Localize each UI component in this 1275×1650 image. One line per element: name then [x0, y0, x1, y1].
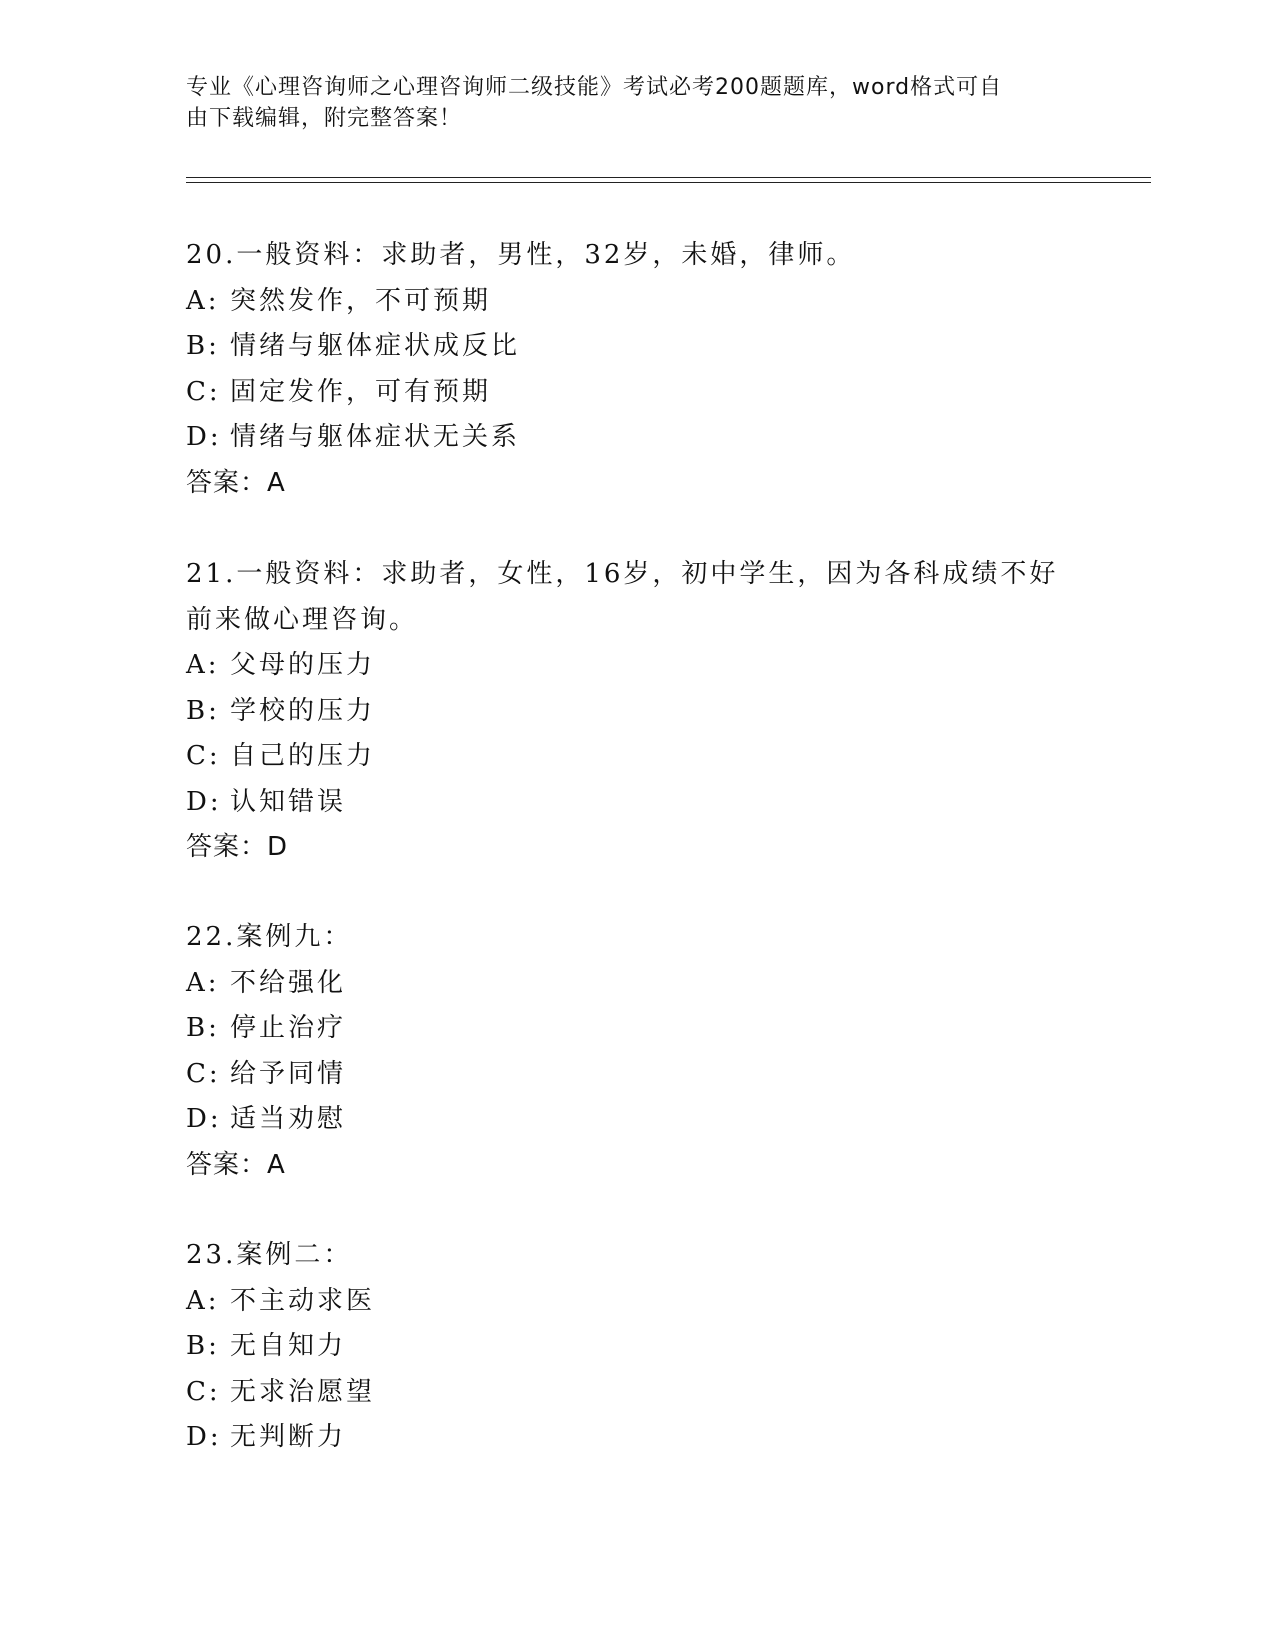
option-text: 无自知力 — [230, 1331, 347, 1361]
header-divider-top — [186, 177, 1151, 178]
option-key: A: — [186, 650, 220, 680]
option-c — [186, 370, 1086, 416]
question-stem: 20.一般资料：求助者，男性，32岁，未婚，律师。 — [186, 240, 856, 270]
question-stem: 23.案例二： — [186, 1240, 353, 1270]
option-text: 情绪与躯体症状无关系 — [230, 422, 521, 452]
answer-line: 答案：A — [186, 467, 286, 498]
option-c — [186, 734, 1086, 780]
option-key: D: — [186, 1422, 222, 1452]
option-a — [186, 1279, 1086, 1325]
option-a — [186, 961, 1086, 1007]
option-b — [186, 324, 1086, 370]
option-text: 无求治愿望 — [230, 1376, 376, 1407]
option-text: 学校的压力 — [230, 695, 376, 726]
question-stem: 22.案例九： — [186, 922, 353, 952]
option-key: C: — [186, 1058, 221, 1089]
option-key: B: — [186, 1013, 220, 1043]
option-c — [186, 1052, 1086, 1098]
option-key: C: — [186, 1376, 221, 1407]
option-text: 固定发作，可有预期 — [230, 376, 492, 407]
option-b — [186, 689, 1086, 735]
option-text: 情绪与躯体症状成反比 — [230, 331, 521, 361]
option-text: 不给强化 — [230, 967, 347, 998]
option-d — [186, 1097, 1086, 1143]
option-key: B: — [186, 331, 220, 361]
option-b — [186, 1006, 1086, 1052]
option-c — [186, 1370, 1086, 1416]
document-header — [186, 72, 1066, 134]
header-divider-bottom — [186, 182, 1151, 183]
question-20 — [186, 233, 1086, 506]
option-key: A: — [186, 967, 220, 998]
option-b — [186, 1324, 1086, 1370]
option-text: 突然发作，不可预期 — [230, 285, 492, 316]
option-key: C: — [186, 376, 221, 407]
option-text: 自己的压力 — [230, 741, 376, 771]
option-text: 父母的压力 — [230, 650, 376, 680]
option-text: 无判断力 — [230, 1422, 347, 1452]
option-key: B: — [186, 695, 220, 726]
option-key: D: — [186, 422, 222, 452]
option-text: 给予同情 — [230, 1058, 347, 1089]
option-d — [186, 415, 1086, 461]
question-21 — [186, 552, 1086, 871]
answer-line: 答案：D — [186, 832, 289, 862]
option-key: C: — [186, 741, 221, 771]
option-text: 停止治疗 — [230, 1013, 347, 1043]
option-key: D: — [186, 1104, 222, 1134]
answer-line: 答案：A — [186, 1149, 286, 1180]
option-d — [186, 780, 1086, 826]
question-23 — [186, 1233, 1086, 1461]
header-line-2: 由下载编辑，附完整答案！ — [186, 106, 463, 131]
option-key: A: — [186, 285, 220, 316]
option-key: D: — [186, 786, 222, 817]
option-a — [186, 279, 1086, 325]
option-text: 适当劝慰 — [230, 1104, 347, 1134]
question-22 — [186, 915, 1086, 1188]
header-line-1: 专业《心理咨询师之心理咨询师二级技能》考试必考200题题库，word格式可自 — [186, 75, 1003, 100]
question-stem: 21.一般资料：求助者，女性，16岁，初中学生，因为各科成绩不好前来做心理咨询。 — [186, 559, 1059, 635]
option-key: A: — [186, 1285, 220, 1316]
option-text: 认知错误 — [230, 786, 347, 817]
option-text: 不主动求医 — [230, 1285, 376, 1316]
option-a — [186, 643, 1086, 689]
option-key: B: — [186, 1331, 220, 1361]
option-d — [186, 1415, 1086, 1461]
